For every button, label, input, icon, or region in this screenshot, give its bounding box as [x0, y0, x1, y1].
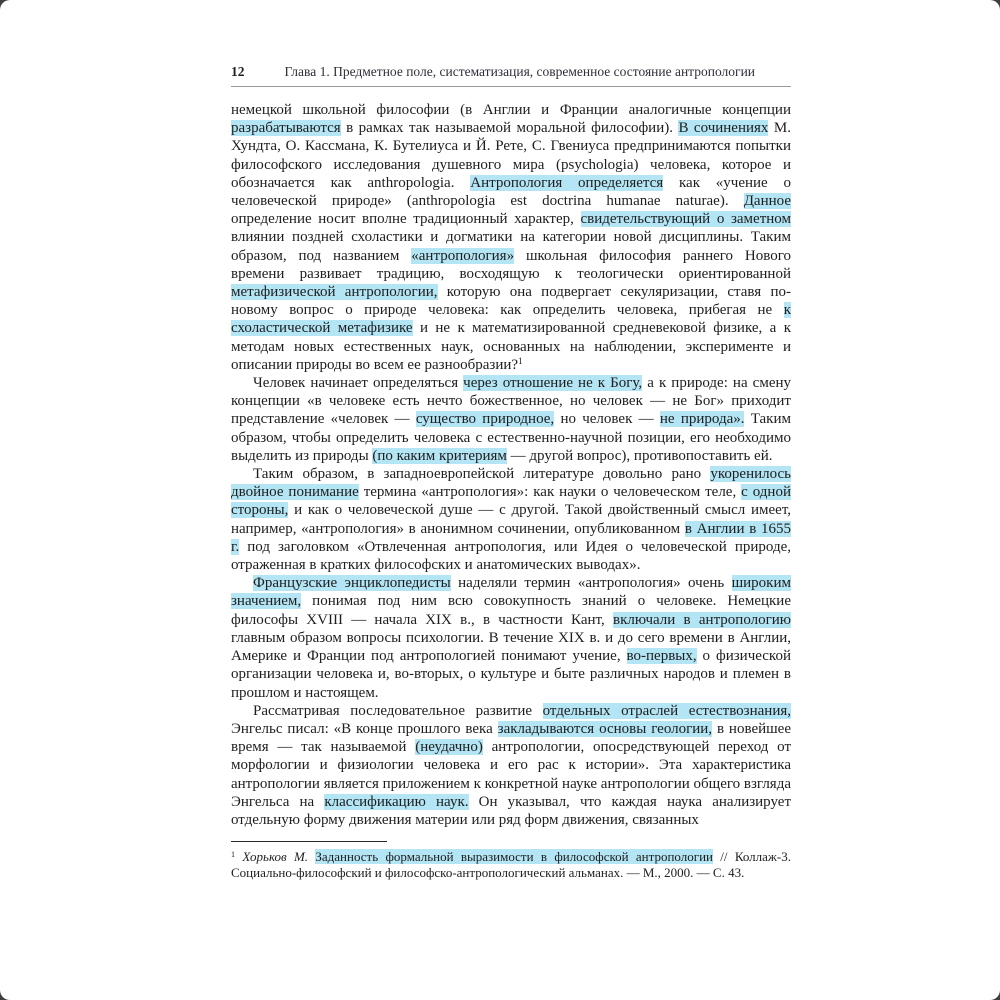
highlighted-text: широким значением,: [231, 575, 791, 610]
highlighted-text: в Англии в 1655 г.: [231, 520, 791, 555]
paragraph: [231, 465, 791, 574]
text-segment: антропологии, опосредствующей переход от морфологии и физиологии человека и его рас к истории». Эта характеристика антропологии является приложением к конкретной науке антропологии общего взгляда Энгельса на: [231, 739, 791, 810]
highlighted-text: отдельных отраслей естествознания,: [542, 702, 791, 719]
footnote-marker: 1: [231, 849, 236, 859]
text-segment: как «учение о человеческой природе» (anthropologia est doctrina humanae naturae).: [231, 174, 791, 210]
highlighted-text: классификацию наук.: [324, 793, 469, 810]
text-segment: понимая под ним всю совокупность знаний о человеке. Немецкие философы XVIII — начала XIX в., в частности Кант,: [231, 593, 791, 628]
highlighted-text: существо природное,: [415, 411, 555, 428]
highlighted-text: Французские энциклопедисты: [253, 575, 451, 592]
text-segment: в новейшее время — так называемой: [231, 720, 791, 756]
paragraph: [231, 574, 791, 701]
text-segment: но человек —: [554, 411, 660, 428]
page-number: 12: [231, 64, 245, 79]
footnote-marker: 1: [518, 356, 523, 367]
footnote: [231, 849, 791, 881]
text-segment: в рамках так называемой моральной философии).: [340, 120, 679, 137]
text-segment: о физической организации человека и, во-вторых, о культуре и быте различных народов и племен в прошлом и настоящем.: [231, 648, 791, 701]
text-segment: школьная философия раннего Нового времени развивает традицию, восходящую к теологически ориентированной: [231, 247, 791, 282]
text-segment: определение носит вполне традиционный характер,: [231, 211, 581, 228]
text-segment: а к природе: на смену концепции «в человеке есть нечто божественное, но человек — не Бог» приходит представление «человек —: [231, 375, 792, 428]
paragraph: [231, 702, 791, 829]
footnote-separator: [231, 841, 387, 842]
text-segment: главным образом вопросы психологии. В течение XIX в. и до сего времени в Англии, Америке и Франции под антропологией понимают учение,: [231, 629, 791, 665]
highlighted-text: разрабатываются: [231, 120, 341, 137]
highlighted-text: закладываются основы геологии,: [497, 720, 713, 737]
text-segment: Таким образом, чтобы определить человека с естественно-научной позиции, его необходимо выделить из природы: [231, 411, 791, 464]
text-segment: Хорьков М.: [242, 849, 309, 865]
text-segment: под заголовком «Отвлеченная антропология, или Идея о человеческой природе, отраженная в кратких философских и анатомических выводах».: [231, 538, 791, 574]
paragraph: [231, 374, 791, 465]
highlighted-text: В сочинениях: [678, 120, 769, 137]
page-content: [231, 64, 791, 882]
highlighted-text: (по каким критериям: [372, 447, 507, 464]
highlighted-text: Заданность формальной выразимости в философской антропологии: [315, 849, 713, 865]
text-segment: Таким образом, в западноевропейской литературе довольно рано: [253, 466, 711, 483]
highlighted-text: через отношение не к Богу,: [463, 375, 643, 392]
highlighted-text: включали в антропологию: [612, 611, 792, 628]
header-rule: [231, 86, 791, 87]
highlighted-text: с одной стороны,: [231, 484, 791, 519]
text-segment: Энгельс писал: «В конце прошлого века: [231, 720, 498, 737]
body-text: [231, 101, 791, 829]
footnote-text: [231, 849, 791, 881]
highlighted-text: не природа».: [659, 411, 745, 428]
text-segment: и как о человеческой душе — с другой. Такой двойственный смысл имеет, например, «антропология» в анонимном сочинении, опубликованном: [231, 502, 791, 537]
text-segment: наделяли термин «антропология» очень: [450, 575, 732, 592]
text-segment: термина «антропология»: как науки о человеческом теле,: [358, 484, 742, 501]
highlighted-text: во-первых,: [626, 648, 697, 665]
text-segment: которую она подвергает секуляризации, ставя по-новому вопрос о природе человека: как определить человека, прибегая не: [231, 284, 791, 319]
text-segment: немецкой школьной философии (в Англии и Франции аналогичные концепции: [231, 102, 791, 118]
highlighted-text: (неудачно): [415, 739, 483, 756]
text-segment: М. Хундта, О. Кассмана, К. Бутелиуса и Й. Рете, С. Гвениуса предпринимаются попытки философского исследования душевного мира (psychologia) человека, которое и обозначается как anthropologia.: [231, 120, 791, 191]
highlighted-text: укоренилось: [710, 466, 791, 483]
text-segment: Рассматривая последовательное развитие: [253, 702, 543, 719]
page-header: [231, 64, 791, 86]
highlighted-text: Данное: [743, 193, 791, 210]
highlighted-text: свидетельствующий о заметном: [580, 211, 791, 228]
text-segment: Человек начинает определяться: [253, 375, 464, 392]
paragraph: [231, 101, 791, 374]
text-segment: // Коллаж-3. Социально-философский и философско-антропологический альманах. — М., 2000. — С. 43.: [231, 849, 791, 881]
text-segment: влиянии поздней схоластики и догматики на категории новой дисциплины. Таким образом, под названием: [231, 229, 791, 264]
running-title: Глава 1. Предметное поле, систематизация, современное состояние антропологии: [284, 64, 756, 79]
highlighted-text: метафизической антропологии,: [231, 284, 438, 301]
highlighted-text: двойное понимание: [231, 484, 359, 501]
text-segment: Он указывал, что каждая наука анализирует отдельную форму движения материи или ряд форм движения, связанных: [231, 793, 791, 828]
text-segment: и не к математизированной средневековой физике, а к методам новых естественных наук, основанных на наблюдении, эксперименте и описании природы во всем ее разнообразии?: [231, 320, 791, 373]
text-segment: — другой вопрос), противопоставить ей.: [506, 447, 773, 464]
highlighted-text: Антропология определяется: [470, 174, 664, 191]
highlighted-text: к схоластической метафизике: [231, 302, 791, 337]
highlighted-text: «антропология»: [411, 247, 515, 264]
